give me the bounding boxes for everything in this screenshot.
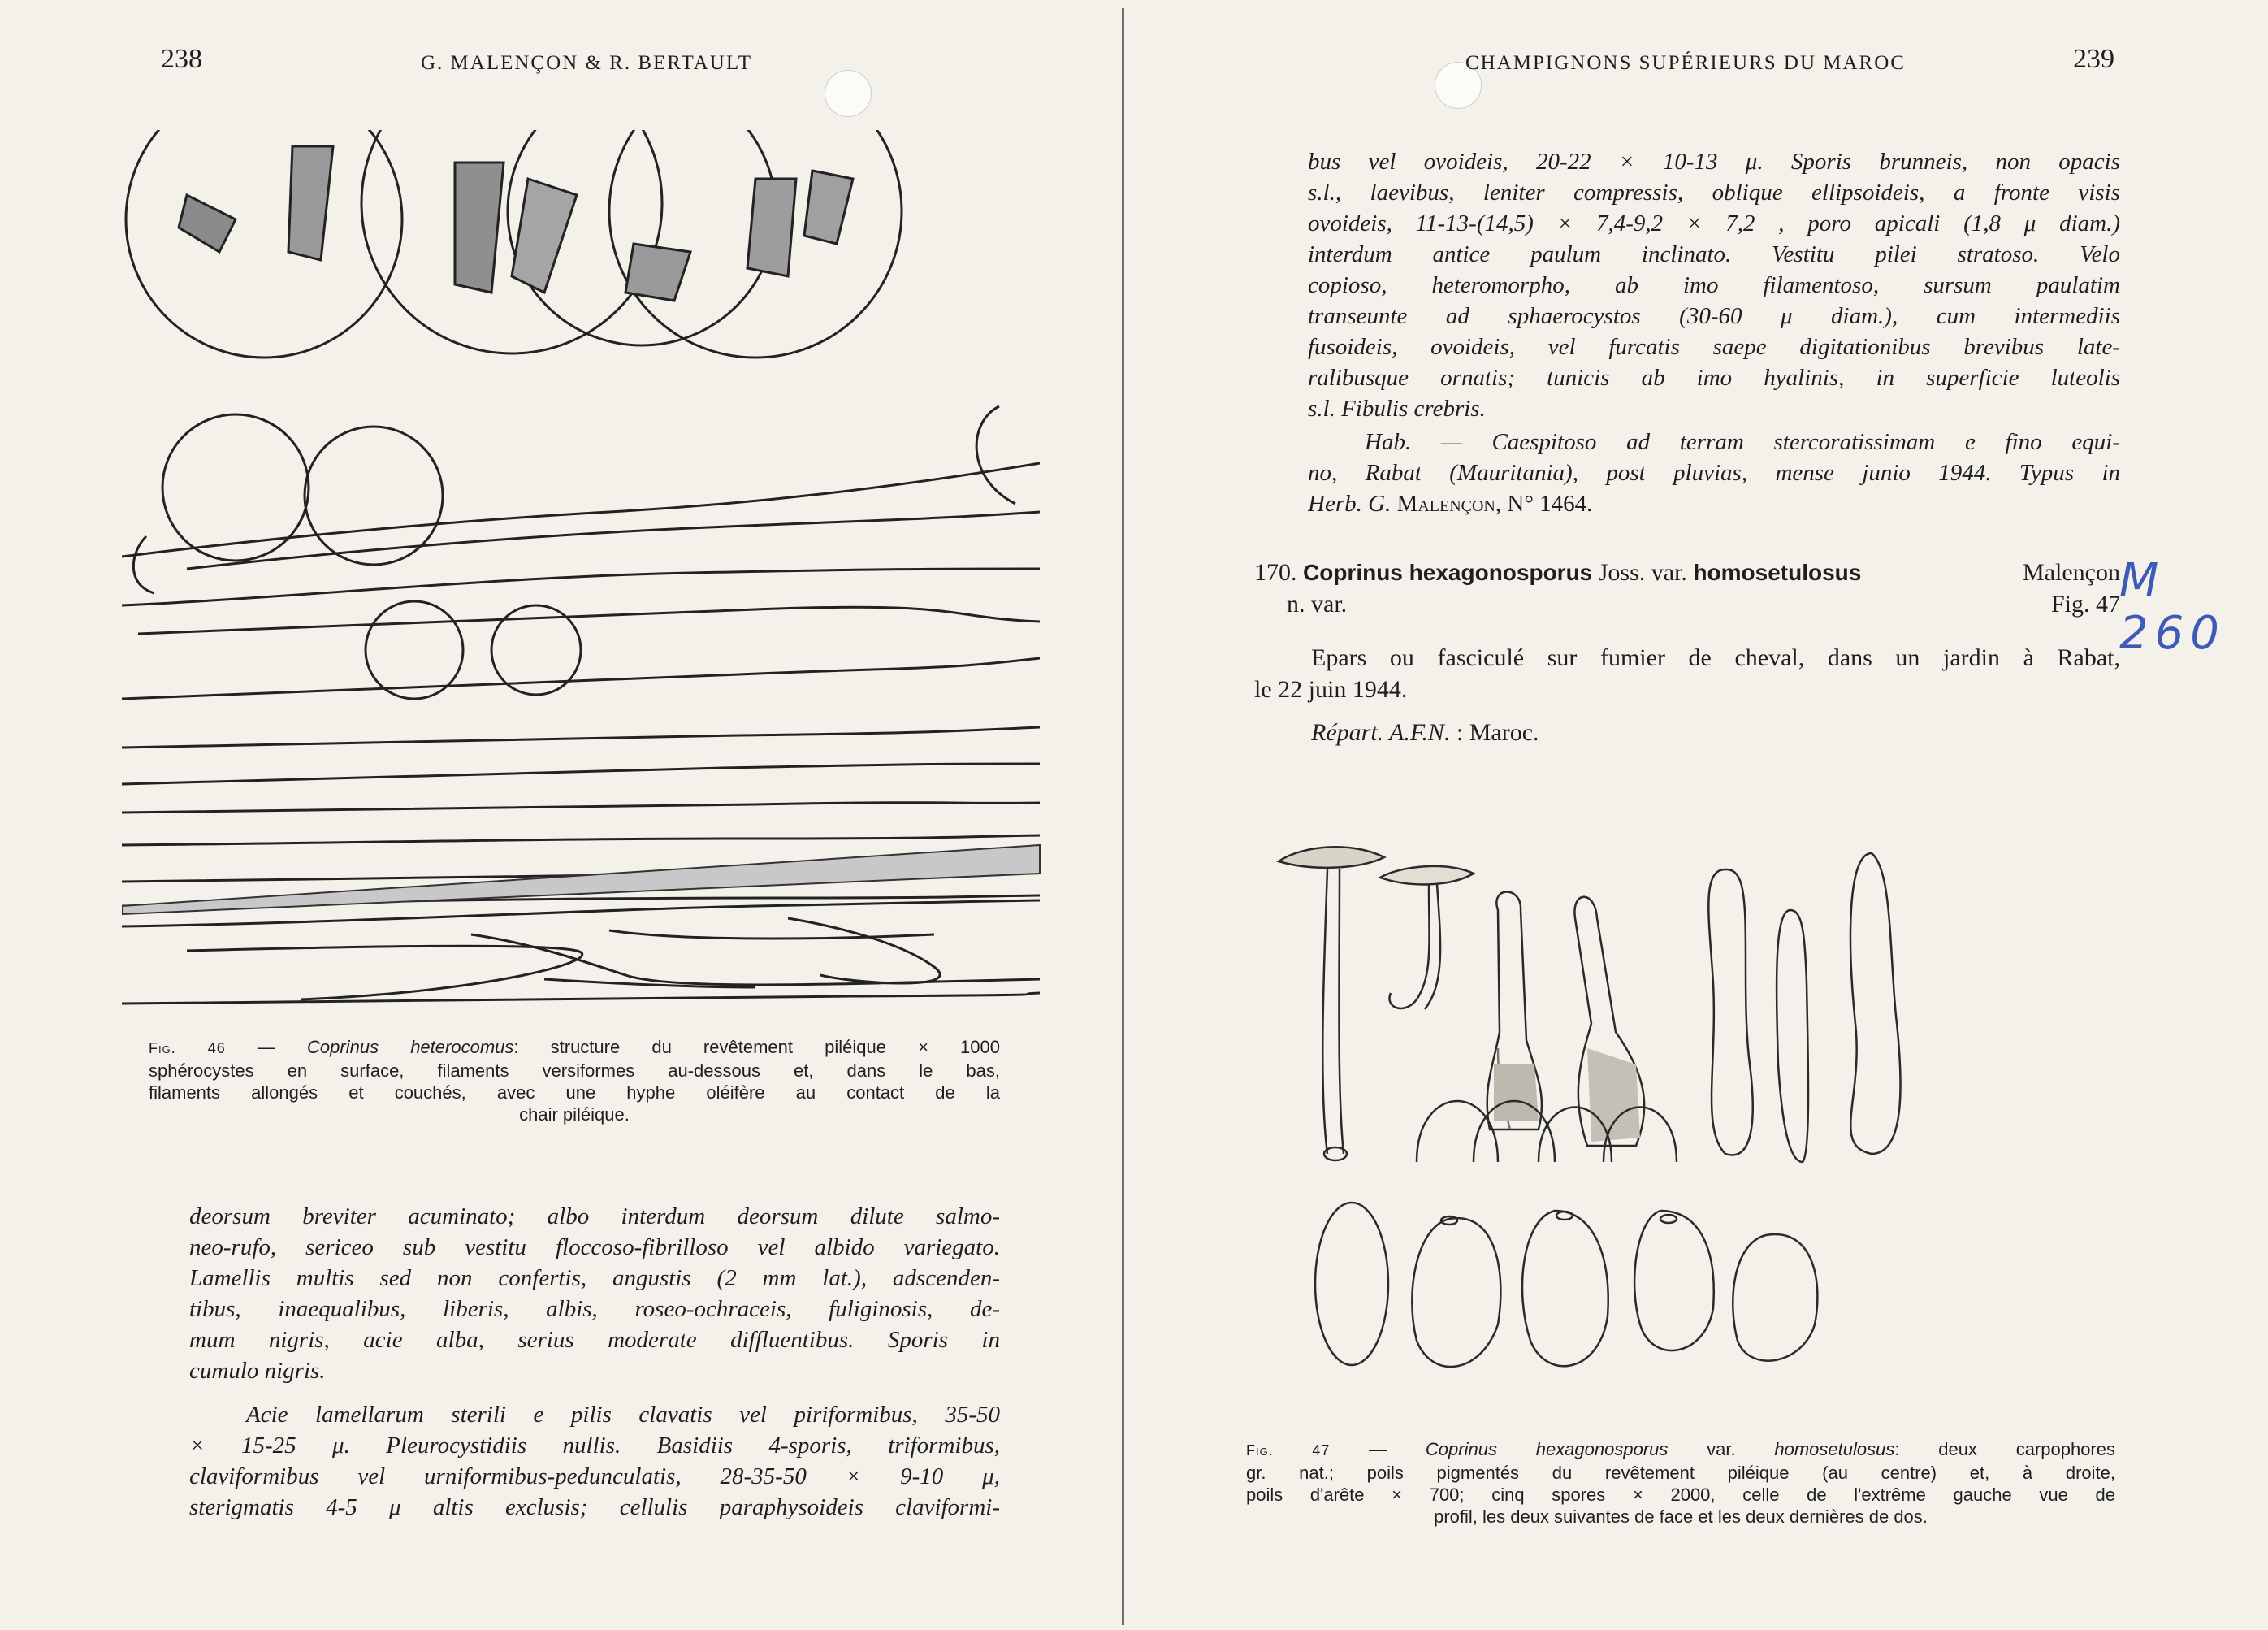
spore <box>1733 1234 1817 1361</box>
figure-reference: Fig. 47 <box>2050 591 2120 618</box>
caption-line: sphérocystes en surface, filaments versiformes au-dessous et, dans le bas, <box>149 1060 1000 1081</box>
figure-47-species: Coprinus hexagonosporus <box>1425 1439 1669 1459</box>
latin-diagnosis-left-2 <box>189 1399 1000 1523</box>
filament <box>976 406 1015 504</box>
figure-46-species: Coprinus heterocomus <box>307 1037 514 1057</box>
filament <box>471 934 1040 985</box>
text-line: le 22 juin 1944. <box>1254 676 1408 703</box>
text-line: neo-rufo, sericeo sub vestitu floccoso-fibrilloso vel albido variegato. <box>189 1234 1000 1260</box>
caption-line: — <box>1330 1439 1426 1459</box>
caption-line: gr. nat.; poils pigmentés du revêtement piléique (au centre) et, à droite, <box>1246 1463 2115 1483</box>
spore <box>1315 1203 1388 1365</box>
text-line: tibus, inaequalibus, liberis, albis, roseo-ochraceis, fuliginosis, de- <box>189 1296 1000 1322</box>
text-line: Herb. G. <box>1308 491 1397 517</box>
filament <box>122 993 1040 1004</box>
running-head-left: G. MALENÇON & R. BERTAULT <box>421 52 753 74</box>
figure-46-caption: Fig. 46 — Coprinus heterocomus: structure du revêtement piléique × 1000 sphérocystes en surface, filaments versiformes au-dessous et, dans le bas, filaments allongés et couchés, avec une hyphe oléifère au contact de la chair piléique. <box>149 1037 1000 1125</box>
hypha <box>512 179 577 293</box>
text-line: fusoideis, ovoideis, vel furcatis saepe digitationibus brevibus late- <box>1308 334 2120 360</box>
text-line: ovoideis, 11-13-(14,5) × 7,4-9,2 × 7,2 , poro apicali (1,8 μ diam.) <box>1308 210 2120 236</box>
carpophore-2 <box>1380 866 1474 1009</box>
figure-47-label: Fig. 47 <box>1246 1442 1331 1459</box>
spherocyst <box>366 601 463 699</box>
species-name: Coprinus hexagonosporus <box>1303 560 1593 585</box>
text-line: sterigmatis 4-5 μ altis exclusis; cellulis paraphysoideis claviformi- <box>189 1494 1000 1520</box>
caption-line: poils d'arête × 700; cinq spores × 2000, celle de l'extrême gauche vue de <box>1246 1485 2115 1505</box>
spore <box>1522 1211 1608 1366</box>
caption-line: : deux carpophores <box>1894 1439 2115 1459</box>
entry-number: 170. <box>1254 559 1297 586</box>
text-line: × 15-25 μ. Pleurocystidiis nullis. Basidiis 4-sporis, triformibus, <box>189 1433 1000 1459</box>
edge-hair <box>1850 853 1901 1154</box>
text-line: ralibusque ornatis; tunicis ab imo hyalinis, in superficie luteolis <box>1308 365 2120 391</box>
spore <box>1412 1218 1500 1367</box>
latin-diagnosis-left-1 <box>189 1201 1000 1386</box>
new-variety-label: n. var. <box>1287 591 1348 618</box>
figure-47-caption <box>1246 1438 2115 1528</box>
text-line: mum nigris, acie alba, serius moderate diffluentibus. Sporis in <box>189 1327 1000 1353</box>
variety-author: Malençon <box>2023 559 2120 586</box>
text-line: interdum antice paulum inclinato. Vestitu pilei stratoso. Velo <box>1308 241 2120 267</box>
right-page <box>1124 0 2268 1630</box>
text-line: Hab. — Caespitoso ad terram stercoratissimam e fino equi- <box>1365 429 2120 455</box>
spore-pore <box>1556 1212 1573 1220</box>
filament <box>187 512 1040 569</box>
filament <box>788 918 940 983</box>
text-line: s.l., laevibus, leniter compressis, oblique ellipsoideis, a fronte visis <box>1308 180 2120 206</box>
filament <box>138 607 1040 634</box>
pileipellis-cell <box>1417 1101 1498 1162</box>
caption-line: filaments allongés et couchés, avec une hyphe oléifère au contact de la <box>149 1082 1000 1103</box>
filament <box>122 463 1040 557</box>
caption-line: var. <box>1668 1439 1775 1459</box>
species-entry-170 <box>1254 557 2120 620</box>
spherocyst <box>126 130 402 358</box>
text-line: deorsum breviter acuminato; albo interdum deorsum dilute salmo- <box>189 1203 1000 1229</box>
spore <box>1634 1211 1714 1350</box>
punch-hole-left <box>825 70 872 117</box>
habitat-french <box>1254 642 2120 705</box>
edge-hair <box>1708 869 1752 1155</box>
distribution <box>1311 717 1539 748</box>
hypha <box>747 179 796 276</box>
species-author: Joss. <box>1598 559 1646 586</box>
text-line: copioso, heteromorpho, ab imo filamentoso, sursum paulatim <box>1308 272 2120 298</box>
figure-46-label: Fig. 46 <box>149 1040 226 1056</box>
filament <box>122 727 1040 748</box>
running-head-right: CHAMPIGNONS SUPÉRIEURS DU MAROC <box>1465 52 1906 74</box>
filament <box>609 930 934 939</box>
habitat-latin <box>1308 427 2120 519</box>
text-line: claviformibus vel urniformibus-pedunculatis, 28-35-50 × 9-10 μ, <box>189 1463 1000 1489</box>
filament <box>122 835 1040 845</box>
filament <box>122 803 1040 813</box>
figure-46-drawing <box>122 130 1048 1024</box>
text-line: cumulo nigris. <box>189 1358 326 1384</box>
distribution-value: : Maroc. <box>1456 719 1539 746</box>
collector-name: Malençon <box>1396 491 1495 517</box>
caption-line: : structure du revêtement piléique × 1000 <box>513 1037 1000 1057</box>
hypha <box>625 244 690 301</box>
hypha <box>288 146 333 260</box>
distribution-label: Répart. A.F.N. <box>1311 719 1451 746</box>
filament <box>133 536 154 593</box>
text-line: bus vel ovoideis, 20-22 × 10-13 μ. Sporis brunneis, non opacis <box>1308 149 2120 175</box>
pileipellis-hair-1 <box>1487 892 1542 1130</box>
variety-name: homosetulosus <box>1693 560 1862 585</box>
hypha <box>455 163 504 293</box>
var-label: var. <box>1651 559 1687 586</box>
page-number-left: 238 <box>161 44 202 74</box>
text-line: Acie lamellarum sterili e pilis clavatis vel piriformibus, 35-50 <box>246 1402 1000 1428</box>
edge-hair <box>1777 910 1808 1162</box>
hypha <box>179 195 236 252</box>
caption-line: chair piléique. <box>519 1104 630 1125</box>
text-line: transeunte ad sphaerocystos (30-60 μ diam.), cum intermediis <box>1308 303 2120 329</box>
spherocyst <box>305 427 443 565</box>
text-line: Lamellis multis sed non confertis, angustis (2 mm lat.), adscenden- <box>189 1265 1000 1291</box>
filament <box>122 569 1040 605</box>
text-line: s.l. Fibulis crebris. <box>1308 396 1486 422</box>
page-number-right: 239 <box>2073 44 2114 74</box>
filament <box>187 946 582 999</box>
filament <box>122 658 1040 699</box>
hypha <box>804 171 853 244</box>
left-page <box>0 0 1124 1630</box>
herbarium-number: , N° 1464. <box>1495 491 1593 517</box>
text-line: no, Rabat (Mauritania), post pluvias, mense junio 1944. Typus in <box>1308 460 2120 486</box>
figure-47-variety: homosetulosus <box>1774 1439 1895 1459</box>
spore-pore <box>1660 1215 1677 1223</box>
handwritten-annotation: M 260 <box>2119 554 2226 660</box>
text-line: Epars ou fasciculé sur fumier de cheval, dans un jardin à Rabat, <box>1311 644 2120 671</box>
carpophore-1 <box>1279 847 1384 1160</box>
figure-47-drawing <box>1230 821 2164 1414</box>
latin-diagnosis-right <box>1308 146 2120 424</box>
caption-line: profil, les deux suivantes de face et les deux dernières de dos. <box>1434 1506 1928 1527</box>
filament <box>122 764 1040 784</box>
